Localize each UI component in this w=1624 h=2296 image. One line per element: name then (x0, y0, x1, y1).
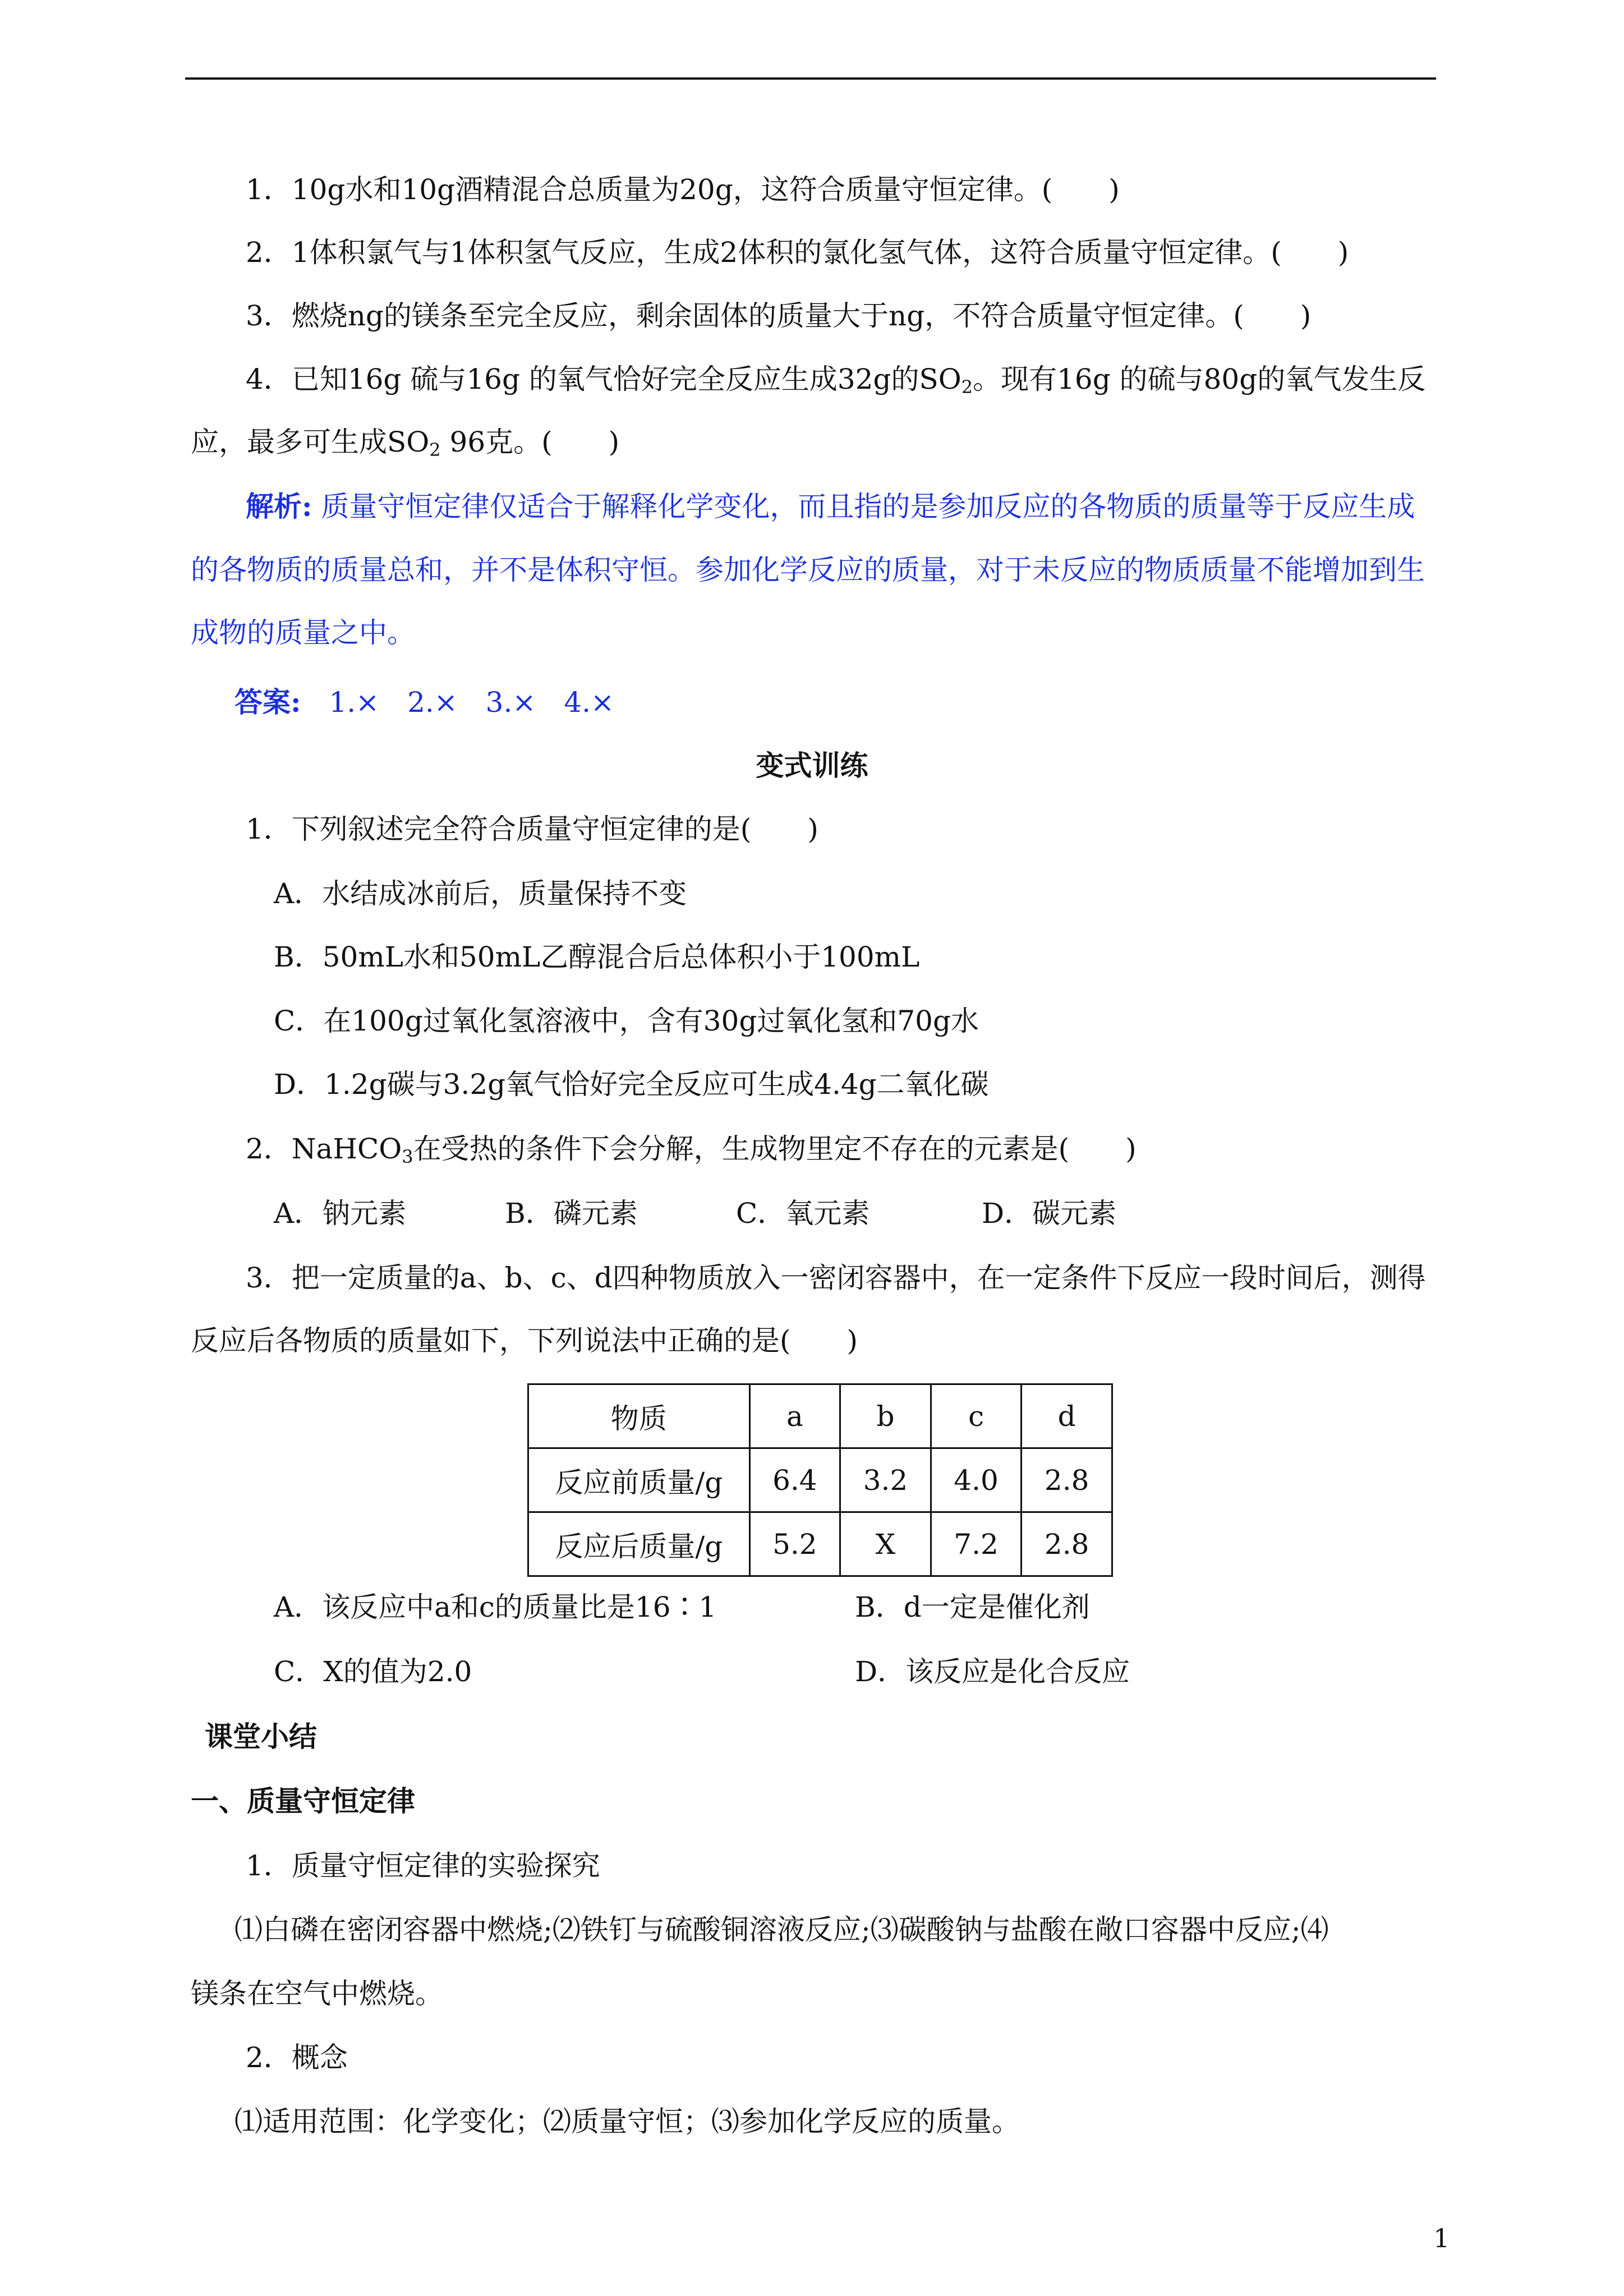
summary-item-2-detail: ⑴适用范围：化学变化；⑵质量守恒；⑶参加化学反应的质量。 (234, 2105, 1020, 2138)
variant-q1-option-c: C．在100g过氧化氢溶液中，含有30g过氧化氢和70g水 (274, 1005, 979, 1037)
summary-section-1: 一、质量守恒定律 (191, 1784, 415, 1818)
table-cell: 5.2 (749, 1512, 840, 1576)
table-header-cell: c (931, 1384, 1022, 1448)
page-number: 1 (1433, 2223, 1450, 2253)
variant-q3-option-c: C．X的值为2.0 (274, 1655, 472, 1688)
analysis-label: 解析: (246, 490, 312, 523)
summary-item-1-detail-line-1: ⑴白磷在密闭容器中燃烧;⑵铁钉与硫酸铜溶液反应;⑶碳酸钠与盐酸在敞口容器中反应;⑷ (234, 1913, 1329, 1946)
variant-q3-stem-line-1: 3．把一定质量的a、b、c、d四种物质放入一密闭容器中，在一定条件下反应一段时间后，测得 (246, 1262, 1426, 1294)
variant-q1-option-d: D．1.2g碳与3.2g氧气恰好完全反应可生成4.4g二氧化碳 (274, 1068, 989, 1101)
variant-q2-option-c: C．氧元素 (736, 1197, 870, 1230)
answer-label: 答案: (234, 685, 301, 719)
table-header-cell: 物质 (528, 1384, 750, 1448)
table-cell: 6.4 (749, 1448, 840, 1512)
table-row (528, 1512, 1112, 1576)
table-cell: 2.8 (1022, 1448, 1112, 1512)
variant-q1-option-b: B．50mL水和50mL乙醇混合后总体积小于100mL (274, 941, 920, 973)
table-cell: 2.8 (1022, 1512, 1112, 1576)
analysis-line-1: 解析: 质量守恒定律仅适合于解释化学变化，而且指的是参加反应的各物质的质量等于反应生成 (246, 490, 1415, 523)
table-cell: X (840, 1512, 931, 1576)
table-cell: 4.0 (931, 1448, 1022, 1512)
variant-title: 变式训练 (756, 749, 868, 782)
variant-q3-option-a: A．该反应中a和c的质量比是16∶1 (274, 1591, 717, 1623)
summary-item-2: 2．概念 (246, 2041, 348, 2074)
variant-q3-stem-line-2: 反应后各物质的质量如下，下列说法中正确的是( ) (191, 1324, 858, 1357)
variant-q2-option-d: D．碳元素 (982, 1197, 1117, 1230)
table-cell: 7.2 (931, 1512, 1022, 1576)
practice-item-3: 3．燃烧ng的镁条至完全反应，剩余固体的质量大于ng，不符合质量守恒定律。( ) (246, 300, 1312, 332)
variant-q2-option-b: B．磷元素 (505, 1197, 638, 1230)
summary-item-1: 1．质量守恒定律的实验探究 (246, 1849, 600, 1882)
variant-q1-option-a: A．水结成冰前后，质量保持不变 (274, 877, 687, 910)
practice-item-1: 1．10g水和10g酒精混合总质量为20g，这符合质量守恒定律。( ) (246, 173, 1120, 206)
variant-q2-stem: 2．NaHCO$_3$在受热的条件下会分解，生成物里定不存在的元素是( ) (246, 1133, 1137, 1167)
table-cell: 反应后质量/g (528, 1512, 750, 1576)
practice-item-2: 2．1体积氯气与1体积氢气反应，生成2体积的氯化氢气体，这符合质量守恒定律。( ) (246, 236, 1349, 269)
table-row (528, 1448, 1112, 1512)
variant-q3-option-b: B．d一定是催化剂 (855, 1591, 1090, 1623)
table-header-cell: d (1022, 1384, 1112, 1448)
variant-q2-option-a: A．钠元素 (274, 1197, 407, 1230)
analysis-line-3: 成物的质量之中。 (191, 616, 415, 649)
table-header-cell: b (840, 1384, 931, 1448)
summary-title: 课堂小结 (205, 1720, 317, 1753)
variant-q1-stem: 1．下列叙述完全符合质量守恒定律的是( ) (246, 813, 818, 845)
mass-table (527, 1383, 1113, 1577)
table-cell: 反应前质量/g (528, 1448, 750, 1512)
practice-item-4-line-2: 应，最多可生成$SO_2$ 96克。( ) (191, 426, 620, 461)
header-rule (185, 77, 1436, 80)
analysis-line-2: 的各物质的质量总和，并不是体积守恒。参加化学反应的质量，对于未反应的物质质量不能增加到生 (191, 554, 1425, 586)
practice-item-4-line-1: 4．已知16g 硫与16g 的氧气恰好完全反应生成32g的$SO_2$。现有16g 的硫与80g的氧气发生反 (246, 363, 1426, 398)
table-header-row (528, 1384, 1112, 1448)
summary-item-1-detail-line-2: 镁条在空气中燃烧。 (191, 1977, 443, 2010)
table-cell: 3.2 (840, 1448, 931, 1512)
table-header-cell: a (749, 1384, 840, 1448)
variant-q3-option-d: D．该反应是化合反应 (855, 1655, 1130, 1688)
answer-line: 答案: 1.× 2.× 3.× 4.× (234, 685, 614, 719)
